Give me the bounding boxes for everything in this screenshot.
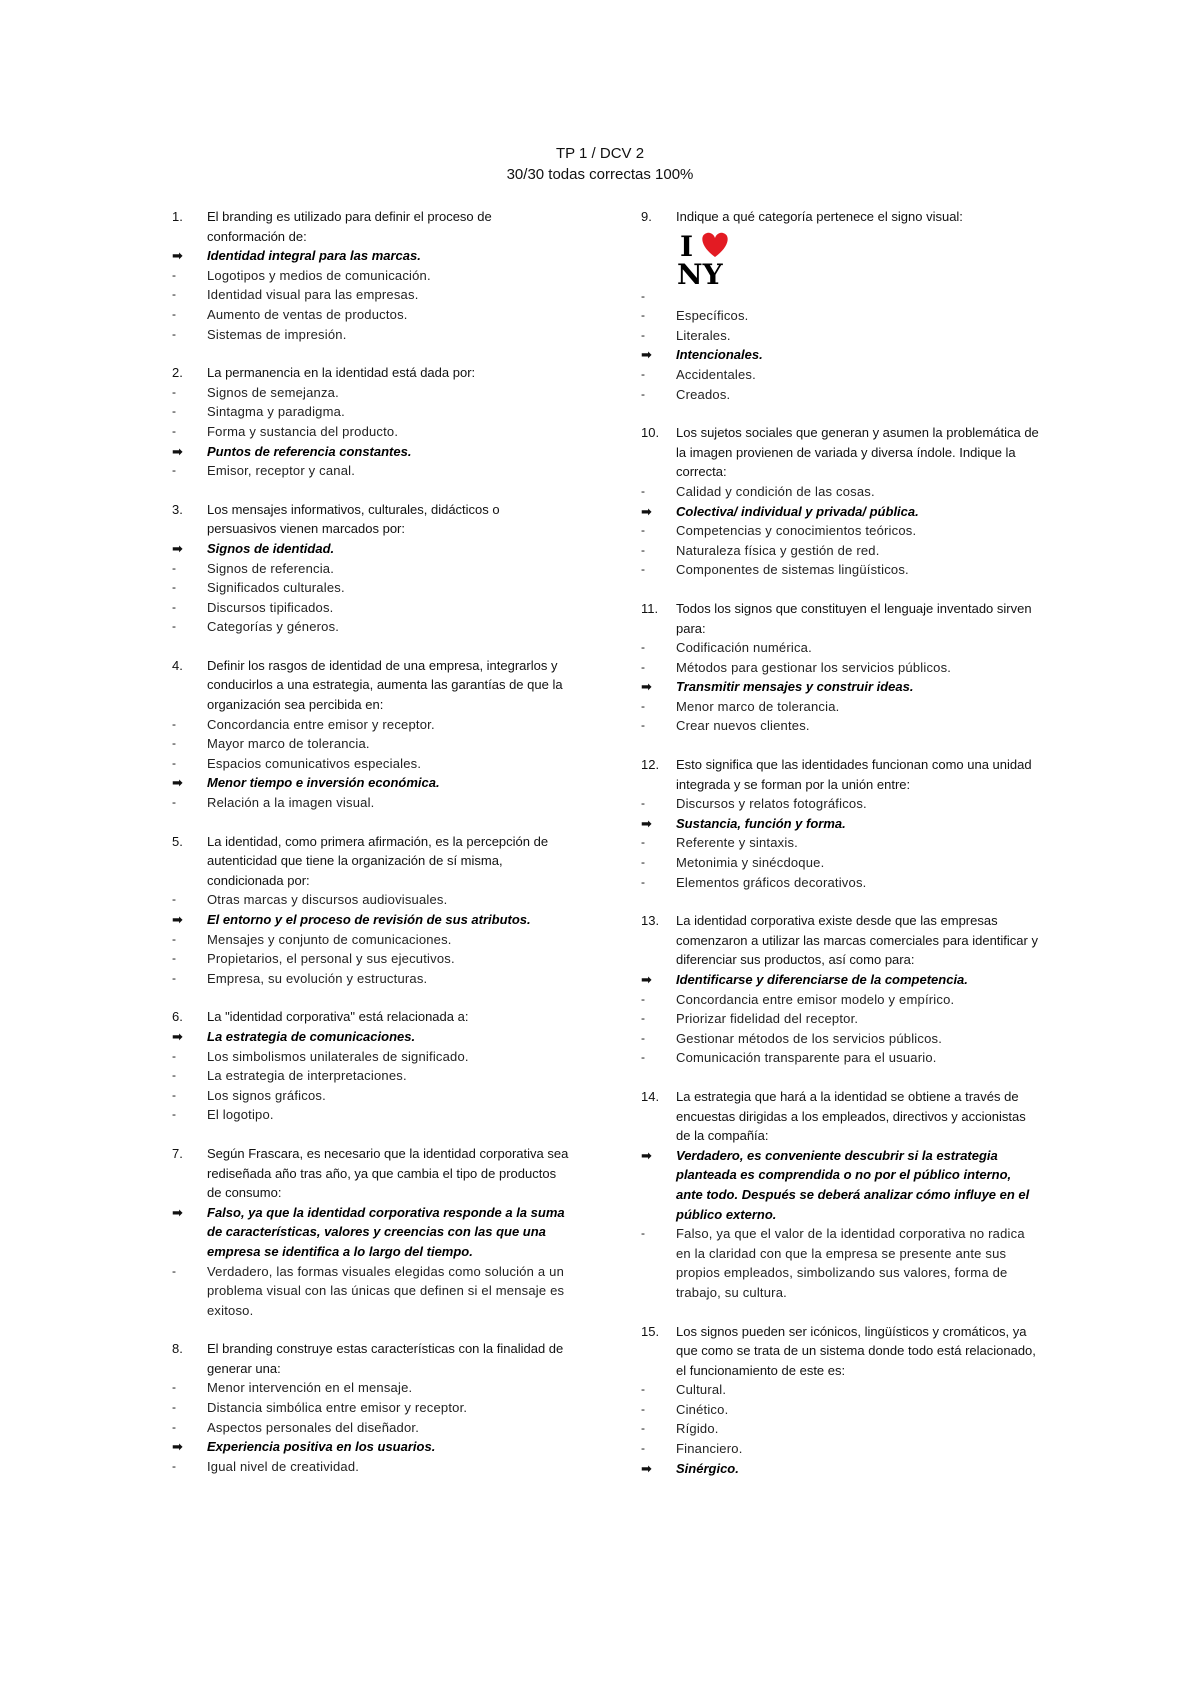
question-11 [641, 599, 1041, 736]
option-text: Mayor marco de tolerancia. [207, 736, 370, 752]
option-text: Metonimia y sinécdoque. [676, 855, 825, 871]
question-stem [172, 1144, 572, 1203]
option-item [641, 385, 1041, 405]
question-stem [172, 207, 572, 246]
question-stem [172, 1339, 572, 1378]
dash-icon: - [172, 951, 176, 966]
logo-letter-i: I [680, 229, 694, 263]
correct-option [172, 1437, 572, 1457]
option-text: Identificarse y diferenciarse de la competencia. [676, 972, 968, 987]
dash-icon: - [641, 366, 645, 381]
option-text: Accidentales. [676, 366, 756, 382]
option-text: Signos de identidad. [207, 540, 335, 556]
options-list [641, 638, 1041, 736]
options-list [172, 539, 572, 637]
option-text: Emisor, receptor y canal. [207, 463, 356, 479]
option-text: Gestionar métodos de los servicios públicos. [676, 1030, 943, 1046]
question-number: 9. [641, 209, 652, 224]
correct-option [172, 246, 572, 266]
arrow-right-icon: ➡ [641, 972, 652, 987]
correct-option [641, 814, 1041, 834]
option-text: Espacios comunicativos especiales. [207, 755, 422, 771]
option-text: Aspectos personales del diseñador. [207, 1419, 420, 1435]
dash-icon: - [641, 640, 645, 655]
options-list [172, 246, 572, 344]
option-text: Literales. [676, 327, 731, 343]
question-stem [641, 1087, 1041, 1146]
dash-icon: - [641, 523, 645, 538]
dash-icon: - [172, 892, 176, 907]
option-text: Crear nuevos clientes. [676, 718, 810, 734]
question-text: Los sujetos sociales que generan y asumen la problemática de la imagen provienen de variada y diversa índole. Indique la correcta: [676, 425, 1039, 480]
dash-icon: - [172, 1068, 176, 1083]
question-text: La permanencia en la identidad está dada por: [207, 365, 476, 381]
question-number: 3. [172, 501, 183, 517]
option-text: Propietarios, el personal y sus ejecutivos. [207, 951, 455, 967]
option-item [172, 461, 572, 481]
dash-icon: - [172, 795, 176, 810]
option-text: Sustancia, función y forma. [676, 815, 846, 831]
question-stem [172, 500, 572, 539]
option-text: Falso, ya que la identidad corporativa responde a la suma de características, valores y creencias con las que una empresa se identifica a lo largo del tiempo. [207, 1204, 565, 1259]
dash-icon: - [641, 835, 645, 850]
question-number: 5. [172, 833, 183, 849]
dash-icon: - [172, 560, 176, 575]
option-item [172, 266, 572, 286]
option-item [172, 1047, 572, 1067]
option-text: Discursos y relatos fotográficos. [676, 796, 867, 812]
dash-icon: - [641, 1421, 645, 1436]
question-number: 14. [641, 1088, 660, 1104]
option-text: Categorías y géneros. [207, 619, 340, 635]
dash-icon: - [172, 736, 176, 751]
question-text: El branding es utilizado para definir el proceso de conformación de: [207, 209, 492, 244]
arrow-right-icon: ➡ [641, 1147, 652, 1163]
dash-icon: - [641, 1382, 645, 1397]
question-text: Esto significa que las identidades funcionan como una unidad integrada y se forman por la unión entre: [676, 757, 1032, 792]
dash-icon: - [172, 599, 176, 614]
question-text: Según Frascara, es necesario que la identidad corporativa sea rediseñada año tras año, ya que cambia el tipo de productos de consumo: [207, 1145, 569, 1201]
dash-icon: - [641, 1441, 645, 1456]
question-text: Los mensajes informativos, culturales, didácticos o persuasivos vienen marcados por: [207, 501, 500, 537]
dash-icon: - [641, 718, 645, 733]
arrow-right-icon: ➡ [172, 912, 183, 927]
option-item [172, 715, 572, 735]
option-text: Codificación numérica. [676, 640, 812, 656]
options-list [172, 383, 572, 481]
question-stem [641, 207, 1041, 227]
option-item [641, 1400, 1041, 1420]
option-text: Los signos gráficos. [207, 1087, 326, 1103]
question-10 [641, 423, 1041, 580]
options-list [172, 1027, 572, 1125]
dash-icon: - [641, 386, 645, 401]
dash-icon: - [172, 326, 176, 341]
option-item [641, 658, 1041, 678]
option-text: Empresa, su evolución y estructuras. [207, 970, 428, 986]
question-stem [641, 599, 1041, 638]
arrow-right-icon: ➡ [641, 679, 652, 695]
left-column [172, 207, 572, 1495]
option-item [641, 697, 1041, 717]
option-text: Concordancia entre emisor y receptor. [207, 716, 435, 732]
option-item [172, 1105, 572, 1125]
option-item [172, 930, 572, 950]
dash-icon: - [172, 1400, 176, 1415]
option-text: Cultural. [676, 1382, 727, 1398]
option-text: Verdadero, es conveniente descubrir si la estrategia planteada es comprendida o no por el público interno, ante todo. Después se deberá analizar cómo influye en el público externo. [676, 1147, 1030, 1222]
arrow-right-icon: ➡ [172, 1204, 183, 1220]
option-text: Distancia simbólica entre emisor y receptor. [207, 1400, 468, 1416]
option-item [172, 969, 572, 989]
question-number: 1. [172, 209, 183, 224]
option-text: Intencionales. [676, 347, 763, 363]
options-list [172, 715, 572, 813]
option-item [172, 1086, 572, 1106]
dash-icon: - [172, 931, 176, 946]
option-item [172, 754, 572, 774]
dash-icon: - [641, 991, 645, 1006]
dash-icon: - [172, 1419, 176, 1434]
question-number: 7. [172, 1145, 183, 1161]
option-item [641, 1009, 1041, 1029]
options-list [172, 890, 572, 988]
option-text: Competencias y conocimientos teóricos. [676, 523, 917, 539]
option-text: Elementos gráficos decorativos. [676, 874, 867, 890]
option-item [641, 1380, 1041, 1400]
question-2 [172, 363, 572, 481]
dash-icon: - [641, 288, 645, 303]
option-item [172, 402, 572, 422]
option-item [641, 716, 1041, 736]
options-list [641, 970, 1041, 1068]
option-text: Colectiva/ individual y privada/ pública. [676, 503, 919, 519]
correct-option [641, 1459, 1041, 1479]
dash-icon: - [172, 463, 176, 478]
options-list [641, 1146, 1041, 1303]
dash-icon: - [172, 423, 176, 438]
document-subtitle: 30/30 todas correctas 100% [506, 166, 694, 183]
options-list [641, 482, 1041, 580]
arrow-right-icon: ➡ [172, 1028, 183, 1044]
option-text: Creados. [676, 386, 731, 402]
dash-icon: - [641, 698, 645, 713]
dash-icon: - [172, 1048, 176, 1063]
options-list [172, 1378, 572, 1476]
correct-option [172, 910, 572, 930]
arrow-right-icon: ➡ [641, 1460, 652, 1476]
dash-icon: - [172, 384, 176, 399]
dash-icon: - [172, 287, 176, 302]
question-15 [641, 1322, 1041, 1479]
dash-icon: - [172, 404, 176, 419]
question-14 [641, 1087, 1041, 1303]
question-text: La estrategia que hará a la identidad se obtiene a través de encuestas dirigidas a los empleados, directivos y accionistas de la compañía: [676, 1088, 1026, 1144]
option-text: Transmitir mensajes y construir ideas. [676, 679, 914, 695]
dash-icon: - [641, 659, 645, 674]
dash-icon: - [172, 267, 176, 282]
option-item [172, 383, 572, 403]
question-6 [172, 1007, 572, 1125]
dash-icon: - [641, 562, 645, 577]
options-list [641, 287, 1041, 405]
question-stem [641, 423, 1041, 482]
option-text [676, 287, 1041, 307]
dash-icon: - [641, 1226, 645, 1241]
question-stem [641, 911, 1041, 970]
question-13 [641, 911, 1041, 1068]
correct-option [172, 442, 572, 462]
dash-icon: - [172, 306, 176, 321]
dash-icon: - [641, 796, 645, 811]
dash-icon: - [641, 1050, 645, 1065]
option-text: Signos de referencia. [207, 560, 335, 576]
arrow-right-icon: ➡ [641, 815, 652, 831]
question-stem [172, 1007, 572, 1027]
question-number: 11. [641, 600, 659, 616]
question-number: 13. [641, 913, 660, 929]
option-item [172, 422, 572, 442]
correct-option [172, 773, 572, 793]
option-text: Igual nivel de creatividad. [207, 1458, 360, 1474]
option-text: Identidad integral para las marcas. [207, 248, 421, 264]
option-item [641, 287, 1041, 307]
question-text: Indique a qué categoría pertenece el signo visual: [676, 209, 963, 224]
dash-icon: - [172, 1458, 176, 1473]
dash-icon: - [172, 619, 176, 634]
option-text: Financiero. [676, 1441, 743, 1457]
dash-icon: - [641, 1401, 645, 1416]
option-item [641, 853, 1041, 873]
question-text: La identidad corporativa existe desde que las empresas comenzaron a utilizar las marcas comerciales para identificar y diferenciar sus productos, así como para: [676, 913, 1038, 968]
option-text: Sistemas de impresión. [207, 326, 347, 342]
options-list [641, 1380, 1041, 1478]
correct-option [641, 345, 1041, 365]
question-number: 12. [641, 757, 660, 773]
option-item [172, 305, 572, 325]
option-item [172, 1378, 572, 1398]
question-5 [172, 832, 572, 989]
option-text: Discursos tipificados. [207, 599, 334, 615]
question-stem [641, 755, 1041, 794]
option-item [641, 1048, 1041, 1068]
option-text: Logotipos y medios de comunicación. [207, 267, 431, 283]
question-7 [172, 1144, 572, 1320]
dash-icon: - [172, 755, 176, 770]
question-9 [641, 207, 1041, 404]
option-text: Sintagma y paradigma. [207, 404, 345, 420]
correct-option [641, 1146, 1041, 1224]
option-item [172, 734, 572, 754]
dash-icon: - [172, 1107, 176, 1122]
option-text: Mensajes y conjunto de comunicaciones. [207, 931, 452, 947]
question-number: 6. [172, 1009, 183, 1025]
arrow-right-icon: ➡ [172, 775, 183, 791]
option-text: Menor marco de tolerancia. [676, 698, 840, 714]
option-text: Los simbolismos unilaterales de significado. [207, 1048, 469, 1064]
question-8 [172, 1339, 572, 1476]
option-item [172, 949, 572, 969]
correct-option [172, 1027, 572, 1047]
option-item [172, 285, 572, 305]
option-text: Cinético. [676, 1401, 729, 1417]
option-item [172, 890, 572, 910]
question-4 [172, 656, 572, 813]
option-text: Específicos. [676, 308, 749, 324]
question-text: Definir los rasgos de identidad de una empresa, integrarlos y conducirlos a una estrategia, aumenta las garantías de que la organización sea percibida en: [207, 657, 563, 713]
option-item [172, 578, 572, 598]
dash-icon: - [641, 327, 645, 342]
option-text: Identidad visual para las empresas. [207, 287, 419, 303]
options-list [172, 1203, 572, 1321]
option-item [641, 521, 1041, 541]
i-love-ny-logo [675, 229, 745, 287]
option-text: Métodos para gestionar los servicios públicos. [676, 659, 952, 675]
option-text: Referente y sintaxis. [676, 835, 798, 851]
option-item [172, 1418, 572, 1438]
option-text: Calidad y condición de las cosas. [676, 483, 875, 499]
option-item [641, 1029, 1041, 1049]
option-item [172, 1457, 572, 1477]
question-number: 10. [641, 425, 660, 441]
option-item [641, 541, 1041, 561]
dash-icon: - [172, 716, 176, 731]
option-item [641, 1224, 1041, 1302]
option-item [641, 482, 1041, 502]
option-text: La estrategia de comunicaciones. [207, 1028, 416, 1044]
option-text: Signos de semejanza. [207, 384, 339, 400]
option-item [172, 325, 572, 345]
option-item [641, 990, 1041, 1010]
option-text: Experiencia positiva en los usuarios. [207, 1439, 436, 1455]
option-text: El logotipo. [207, 1107, 274, 1123]
option-text: Menor intervención en el mensaje. [207, 1380, 413, 1396]
correct-option [172, 539, 572, 559]
option-text: Forma y sustancia del producto. [207, 423, 399, 439]
arrow-right-icon: ➡ [172, 540, 183, 556]
question-stem [641, 1322, 1041, 1381]
option-text: Componentes de sistemas lingüísticos. [676, 562, 909, 578]
option-item [641, 833, 1041, 853]
option-item [172, 1262, 572, 1321]
dash-icon: - [172, 580, 176, 595]
option-text: Menor tiempo e inversión económica. [207, 775, 440, 791]
correct-option [641, 502, 1041, 522]
correct-option [641, 970, 1041, 990]
question-12 [641, 755, 1041, 892]
right-column [641, 207, 1041, 1497]
option-text: Significados culturales. [207, 580, 345, 596]
question-number: 15. [641, 1323, 660, 1339]
option-item [172, 793, 572, 813]
option-item [641, 560, 1041, 580]
question-3 [172, 500, 572, 637]
arrow-right-icon: ➡ [641, 503, 652, 519]
option-text: Sinérgico. [676, 1460, 739, 1476]
option-item [641, 873, 1041, 893]
option-text: Otras marcas y discursos audiovisuales. [207, 892, 448, 908]
arrow-right-icon: ➡ [172, 1439, 183, 1455]
option-item [641, 306, 1041, 326]
option-text: Falso, ya que el valor de la identidad corporativa no radica en la claridad con que la empresa se presente ante sus propios empleados, simbolizando sus valores, forma de trabajo, su cultura. [676, 1226, 1025, 1300]
option-text: Priorizar fidelidad del receptor. [676, 1011, 859, 1027]
document-title: TP 1 / DCV 2 [555, 145, 645, 162]
option-text: La estrategia de interpretaciones. [207, 1068, 407, 1084]
dash-icon: - [641, 874, 645, 889]
correct-option [172, 1203, 572, 1262]
option-text: Naturaleza física y gestión de red. [676, 542, 880, 558]
question-stem [172, 832, 572, 891]
question-number: 8. [172, 1341, 183, 1357]
option-item [641, 1419, 1041, 1439]
question-text: Todos los signos que constituyen el lenguaje inventado sirven para: [676, 600, 1032, 636]
question-number: 2. [172, 365, 183, 381]
question-text: La identidad, como primera afirmación, es la percepción de autenticidad que tiene la organización de sí misma, condicionada por: [207, 833, 549, 888]
arrow-right-icon: ➡ [641, 347, 652, 363]
dash-icon: - [641, 542, 645, 557]
dash-icon: - [172, 1380, 176, 1395]
question-stem [172, 656, 572, 715]
correct-option [641, 677, 1041, 697]
option-item [641, 794, 1041, 814]
option-text: Rígido. [676, 1421, 719, 1437]
option-item [172, 559, 572, 579]
option-item [172, 598, 572, 618]
question-text: La "identidad corporativa" está relacionada a: [207, 1009, 469, 1025]
heart-icon [702, 232, 727, 256]
question-text: Los signos pueden ser icónicos, lingüísticos y cromáticos, ya que como se trata de un sistema donde todo está relacionado, el funcionamiento de este es: [676, 1323, 1036, 1378]
option-item [641, 1439, 1041, 1459]
question-stem [172, 363, 572, 383]
option-item [172, 617, 572, 637]
question-1 [172, 207, 572, 344]
option-item [641, 365, 1041, 385]
option-item [172, 1066, 572, 1086]
option-text: Comunicación transparente para el usuario. [676, 1050, 937, 1066]
dash-icon: - [641, 308, 645, 323]
question-number: 4. [172, 657, 183, 673]
dash-icon: - [641, 1030, 645, 1045]
option-text: Relación a la imagen visual. [207, 795, 375, 811]
options-list [641, 794, 1041, 892]
option-text: El entorno y el proceso de revisión de sus atributos. [207, 912, 531, 927]
arrow-right-icon: ➡ [172, 248, 183, 264]
arrow-right-icon: ➡ [172, 443, 183, 459]
option-item [641, 638, 1041, 658]
option-text: Puntos de referencia constantes. [207, 443, 412, 459]
dash-icon: - [172, 970, 176, 985]
document-header [0, 143, 1200, 185]
option-text: Concordancia entre emisor modelo y empírico. [676, 991, 955, 1007]
dash-icon: - [172, 1263, 176, 1278]
dash-icon: - [641, 483, 645, 498]
option-text: Verdadero, las formas visuales elegidas como solución a un problema visual con las únicas que definen si el mensaje es exitoso. [207, 1263, 565, 1318]
question-text: El branding construye estas características con la finalidad de generar una: [207, 1341, 564, 1376]
option-text: Aumento de ventas de productos. [207, 306, 408, 322]
dash-icon: - [172, 1087, 176, 1102]
option-item [172, 1398, 572, 1418]
dash-icon: - [641, 855, 645, 870]
logo-letters-ny: NY [677, 257, 723, 287]
dash-icon: - [641, 1011, 645, 1026]
option-item [641, 326, 1041, 346]
